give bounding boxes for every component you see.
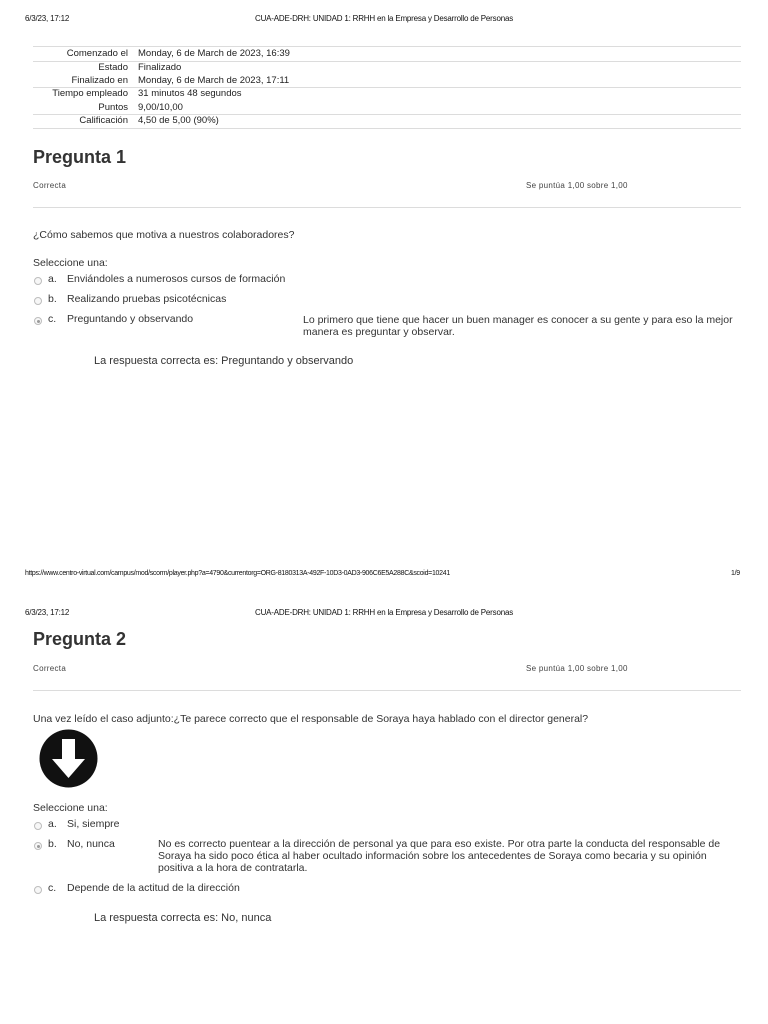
summary-value: 9,00/10,00	[138, 102, 183, 113]
option-text: Depende de la actitud de la dirección	[67, 882, 240, 894]
question-state: Correcta	[33, 664, 67, 673]
option-letter: b.	[48, 838, 57, 850]
print-header-title: CUA-ADE-DRH: UNIDAD 1: RRHH en la Empresa y Desarrollo de Personas	[255, 14, 513, 23]
radio-button[interactable]	[34, 822, 42, 830]
question-text: Una vez leído el caso adjunto:¿Te parece correcto que el responsable de Soraya haya hablado con el director general?	[33, 713, 589, 725]
option-text: Preguntando y observando	[67, 313, 194, 325]
summary-label: Comenzado el	[66, 48, 128, 59]
question-title: Pregunta 1	[33, 147, 127, 167]
question-grade: Se puntúa 1,00 sobre 1,00	[526, 181, 628, 190]
summary-value: Finalizado	[138, 62, 182, 73]
option-feedback: No es correcto puentear a la dirección de personal ya que para eso existe. Por otra parte la conducta del responsable de Soraya ha sido poco ética al haber ocultado información sobre los antecedentes de Soraya como becaria y su opinión positiva a la hora de contratarla.	[158, 838, 721, 874]
option-letter: a.	[48, 818, 57, 830]
radio-button[interactable]	[34, 886, 42, 894]
option-text: No, nunca	[67, 838, 115, 850]
question-state: Correcta	[33, 181, 67, 190]
print-header-date: 6/3/23, 17:12	[25, 608, 70, 617]
option-letter: c.	[48, 313, 57, 325]
summary-row	[33, 62, 741, 75]
print-footer-page: 1/9	[731, 570, 740, 577]
question-title: Pregunta 2	[33, 629, 127, 649]
summary-row	[33, 48, 741, 61]
print-header-title: CUA-ADE-DRH: UNIDAD 1: RRHH en la Empresa y Desarrollo de Personas	[255, 608, 513, 617]
select-one-prompt: Seleccione una:	[33, 802, 108, 814]
summary-row	[33, 115, 741, 128]
summary-label: Estado	[98, 62, 128, 73]
radio-button[interactable]	[34, 277, 42, 285]
radio-button[interactable]	[34, 297, 42, 305]
correct-answer-text: La respuesta correcta es: No, nunca	[94, 912, 272, 924]
summary-label: Calificación	[79, 115, 128, 126]
option-letter: c.	[48, 882, 57, 894]
option-feedback: Lo primero que tiene que hacer un buen manager es conocer a su gente y para eso la mejor manera es preguntar y observar.	[303, 314, 733, 338]
summary-value: Monday, 6 de March de 2023, 16:39	[138, 48, 290, 59]
summary-value: 4,50 de 5,00 (90%)	[138, 115, 219, 126]
radio-button-selected[interactable]	[34, 842, 42, 850]
radio-button-selected[interactable]	[34, 317, 42, 325]
download-arrow-icon[interactable]	[39, 729, 98, 788]
question-text: ¿Cómo sabemos que motiva a nuestros colaboradores?	[33, 229, 295, 241]
print-header-date: 6/3/23, 17:12	[25, 14, 70, 23]
question-grade: Se puntúa 1,00 sobre 1,00	[526, 664, 628, 673]
summary-row	[33, 88, 741, 101]
option-letter: a.	[48, 273, 57, 285]
summary-label: Puntos	[98, 102, 128, 113]
option-text: Realizando pruebas psicotécnicas	[67, 293, 227, 305]
option-text: Enviándoles a numerosos cursos de formación	[67, 273, 286, 285]
summary-value: Monday, 6 de March de 2023, 17:11	[138, 75, 290, 86]
correct-answer-text: La respuesta correcta es: Preguntando y observando	[94, 355, 354, 367]
option-text: Si, siempre	[67, 818, 120, 830]
summary-value: 31 minutos 48 segundos	[138, 88, 242, 99]
print-footer-url: https://www.centro-virtual.com/campus/mod/scorm/player.php?a=4790&currentorg=ORG-8180313A-492F-10D3-0AD3-906C6E5A288C&scoid=10241	[25, 570, 450, 577]
summary-label: Finalizado en	[71, 75, 128, 86]
select-one-prompt: Seleccione una:	[33, 257, 108, 269]
summary-label: Tiempo empleado	[52, 88, 128, 99]
option-letter: b.	[48, 293, 57, 305]
